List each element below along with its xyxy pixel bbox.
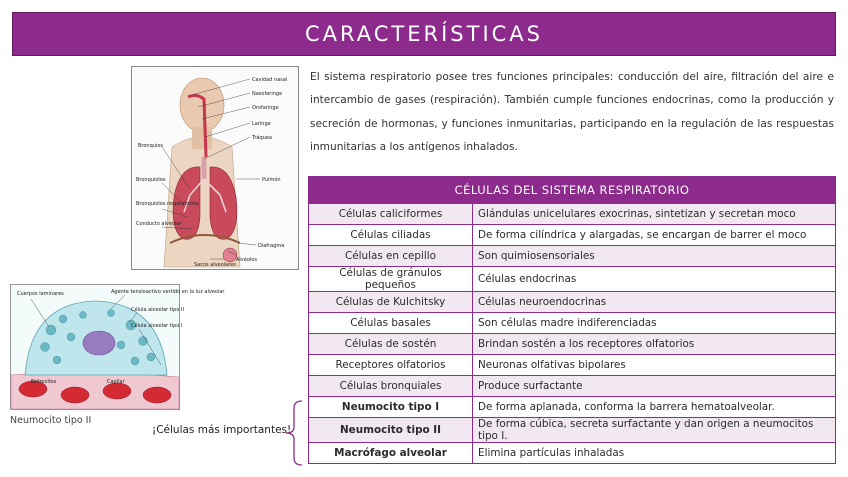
table-row — [309, 246, 836, 267]
respiratory-system-figure — [131, 66, 299, 270]
table-row — [309, 204, 836, 225]
label-bronquios: Bronquios — [138, 143, 163, 149]
cell-name: Células de sostén — [309, 334, 473, 355]
label-orofaringe: Orofaringe — [252, 105, 279, 111]
cell-description: Células endocrinas — [473, 267, 836, 292]
cell-description: Células neuroendocrinas — [473, 292, 836, 313]
label-capilar: Capilar — [107, 379, 125, 385]
label-agente-tensioactivo: Agente tensioactivo vertido en la luz alveolar — [111, 289, 225, 295]
cell-name: Células bronquiales — [309, 376, 473, 397]
table-row — [309, 313, 836, 334]
label-eritrocitos: Eritrocitos — [31, 379, 57, 385]
label-laringe: Laringe — [252, 121, 271, 127]
label-cavidad-nasal: Cavidad nasal — [252, 77, 288, 83]
cell-name: Células basales — [309, 313, 473, 334]
cell-description: De forma cilíndrica y alargadas, se encargan de barrer el moco — [473, 225, 836, 246]
cell-description: Elimina partículas inhaladas — [473, 443, 836, 464]
page-title: CARACTERÍSTICAS — [304, 22, 544, 46]
label-sacos-alveolares: Sacos alveolares — [194, 262, 236, 268]
curly-brace-icon — [284, 400, 306, 466]
cell-name: Receptores olfatorios — [309, 355, 473, 376]
cell-description: Glándulas unicelulares exocrinas, sintetizan y secretan moco — [473, 204, 836, 225]
label-conducto-alveolar: Conducto alveolar — [136, 221, 182, 227]
label-alveolos: Alvéolos — [236, 257, 257, 263]
table-row — [309, 376, 836, 397]
cell-name: Neumocito tipo I — [309, 397, 473, 418]
title-bar — [12, 12, 836, 56]
table-row — [309, 397, 836, 418]
label-pulmon: Pulmón — [262, 177, 281, 183]
cell-description: De forma aplanada, conforma la barrera hematoalveolar. — [473, 397, 836, 418]
cell-name: Células ciliadas — [309, 225, 473, 246]
table-row — [309, 355, 836, 376]
label-cuerpos-laminares: Cuerpos laminares — [17, 291, 64, 297]
table-row — [309, 292, 836, 313]
alveolus-illustration — [11, 285, 225, 409]
important-cells-note: ¡Células más importantes! — [152, 424, 292, 436]
table-row — [309, 267, 836, 292]
cell-name: Células de gránulos pequeños — [309, 267, 473, 292]
cell-description: Neuronas olfativas bipolares — [473, 355, 836, 376]
label-traquea: Tráquea — [252, 135, 272, 141]
label-bronquiolos: Bronquiolos — [136, 177, 166, 183]
table-header: CÉLULAS DEL SISTEMA RESPIRATORIO — [309, 177, 836, 204]
cell-description: Produce surfactante — [473, 376, 836, 397]
alveolus-caption: Neumocito tipo II — [10, 415, 92, 426]
table-row — [309, 443, 836, 464]
intro-paragraph: El sistema respiratorio posee tres funciones principales: conducción del aire, filtración del aire e intercambio de gases (respiración). También cumple funciones endocrinas, como la producción y secreción de hormonas, y funciones inmunitarias, participando en la regulación de las respuestas inmunitarias a los antígenos inhalados. — [310, 71, 834, 154]
cells-table — [308, 176, 836, 464]
respiratory-system-illustration — [132, 67, 298, 269]
label-celula-alveolar-ii: Célula alveolar tipo II — [131, 307, 184, 313]
label-nasofaringe: Nasofaringe — [252, 91, 283, 97]
cell-description: De forma cúbica, secreta surfactante y dan origen a neumocitos tipo I. — [473, 418, 836, 443]
label-celula-alveolar-i: Célula alveolar tipo I — [131, 323, 183, 329]
cell-description: Son quimiosensoriales — [473, 246, 836, 267]
table-row — [309, 418, 836, 443]
cells-table-body — [309, 204, 836, 464]
label-diafragma: Diafragma — [258, 243, 285, 249]
cell-description: Son células madre indiferenciadas — [473, 313, 836, 334]
label-bronquiolos-respiratorios: Bronquiolos respiratorios — [136, 201, 199, 207]
cell-description: Brindan sostén a los receptores olfatorios — [473, 334, 836, 355]
cell-name: Células de Kulchitsky — [309, 292, 473, 313]
alveolus-figure — [10, 284, 225, 410]
cell-name: Células caliciformes — [309, 204, 473, 225]
cell-name: Células en cepillo — [309, 246, 473, 267]
table-row — [309, 225, 836, 246]
cell-name: Neumocito tipo II — [309, 418, 473, 443]
cell-name: Macrófago alveolar — [309, 443, 473, 464]
table-row — [309, 334, 836, 355]
